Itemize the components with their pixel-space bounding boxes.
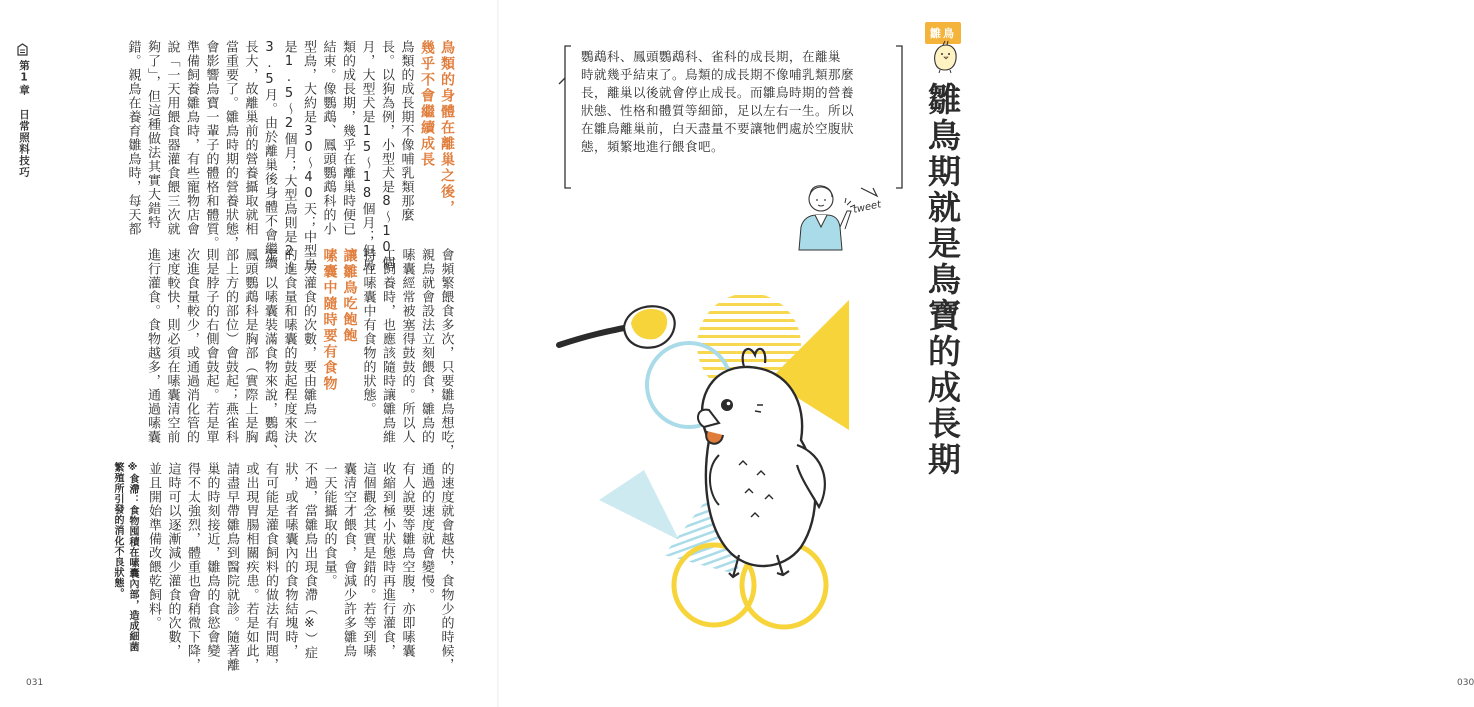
body-text-line: 工飼養時，也應該隨時讓雛鳥維 xyxy=(380,248,395,444)
body-text-line: 的進食量和嗉囊的鼓起程度來決 xyxy=(281,248,297,444)
body-text-line: 有人說要等雛鳥空腹，亦即嗉囊 xyxy=(399,462,415,658)
body-text-line: 進行灌食。食物越多，通過嗉囊 xyxy=(145,248,160,444)
body-text-line: 有可能是灌食飼料的做法有問題， xyxy=(263,462,278,672)
bubble-line: 鸚鵡科、鳳頭鸚鵡科、雀科的成長期，在離巢 xyxy=(581,49,842,64)
chapter-label: 第1章 日常照料技巧 xyxy=(18,60,30,178)
body-text-line: 準備飼養雛鳥時，有些寵物店會 xyxy=(184,40,199,236)
bubble-line: 時就幾乎結束了。鳥類的成長期不像哺乳類那麼 xyxy=(581,67,855,82)
body-text-line: 鳥類的成長期不像哺乳類那麼 xyxy=(398,40,414,222)
body-text-line: 嗉囊經常被塞得鼓鼓的。所以人 xyxy=(399,248,415,444)
page-title: 雛鳥期就是鳥寶的成長期 xyxy=(923,82,962,478)
body-text-line: 這時可以逐漸減少灌食的次數， xyxy=(165,462,181,658)
body-text-line: 當重要了。雛鳥時期的營養狀態， xyxy=(223,40,238,250)
body-text-line: 得不太強烈，體重也會稍微下降， xyxy=(185,462,200,672)
bubble-line: 態，頻繁地進行餵食吧。 xyxy=(581,139,725,154)
body-text-line: 說「一天用餵食器灌食餵三次就 xyxy=(164,40,180,236)
body-text-line: 狀，或者嗉囊內的食物結塊時， xyxy=(282,462,298,658)
body-text-line: 不過，當雛鳥出現食滯（※）症 xyxy=(302,462,317,660)
veterinarian-illustration xyxy=(795,175,885,250)
body-text-line: 結束。像鸚鵡、鳳頭鸚鵡科的小 xyxy=(320,40,336,236)
body-text-line: 持在嗉囊中有食物的狀態。 xyxy=(360,248,376,416)
body-text-line: 長。以狗為例，小型犬是8〜10個 xyxy=(379,40,394,270)
chick-icon xyxy=(927,40,963,78)
body-text-line: 會頻繁餵食多次，只要雛鳥想吃， xyxy=(438,248,454,458)
body-text-line: 3.5月。由於離巢後身體不會繼續 xyxy=(262,40,277,270)
body-text-line: 或出現胃腸相關疾患。若是如此， xyxy=(243,462,259,672)
body-text-line: 則是脖子的右側會鼓起。若是單 xyxy=(203,248,219,444)
body-text-line: 錯。親鳥在養育雛鳥時，每天都 xyxy=(125,40,141,236)
page-number-right: 030 xyxy=(1457,678,1474,688)
body-text-line: 請盡早帶雛鳥到醫院就診。隨著離 xyxy=(224,462,239,672)
body-text-line: 的速度就會越快，食物少的時候， xyxy=(438,462,454,672)
body-text-line: 通過的速度就會變慢。 xyxy=(419,462,434,602)
chapter-icon xyxy=(17,41,28,54)
body-text-line: 這個觀念其實是錯的。若等到嗉 xyxy=(360,462,376,658)
bubble-line: 長，離巢以後就會停止成長。而雛鳥時期的營養 xyxy=(581,85,855,100)
page-number-left: 031 xyxy=(26,678,44,688)
tweet-label: tweet xyxy=(852,199,883,216)
body-text-line: 類的成長期，幾乎在離巢時便已 xyxy=(340,40,355,236)
body-text-line: 長大，故離巢前的營養攝取就相 xyxy=(242,40,258,236)
body-text-line: 是1.5〜2個月；大型鳥則是2〜 xyxy=(281,40,297,274)
body-text-line: 型鳥，大約是30〜40天；中型鳥 xyxy=(301,40,316,272)
right-page xyxy=(499,0,1474,707)
footnote-line: 繁殖所引發的消化不良狀態。 xyxy=(112,462,123,599)
footnote-line: ※食滯：食物囤積在嗉囊內部，造成細菌 xyxy=(127,462,138,652)
body-text-line: 巢的時刻接近，雛鳥的食慾會變 xyxy=(204,462,220,658)
body-text-line: 鳳頭鸚鵡科是胸部（實際上是胸 xyxy=(242,248,258,444)
body-text-line: 一天灌食的次數，要由雛鳥一次 xyxy=(301,248,316,444)
body-text-line: 收縮到極小狀態時再進行灌食， xyxy=(380,462,395,658)
body-text-line: 速度較快，則必須在嗉囊清空前 xyxy=(164,248,180,444)
body-text-line: 部上方的部位）會鼓起；燕雀科 xyxy=(223,248,238,444)
speech-bubble xyxy=(581,48,886,156)
left-page xyxy=(0,0,499,707)
tag-chick: 雛鳥 xyxy=(925,22,961,44)
body-text-line: 並且開始準備改餵乾飼料。 xyxy=(146,462,161,630)
bubble-line: 在雛鳥離巢前，白天盡量不要讓牠們處於空腹狀 xyxy=(581,121,855,136)
body-text-line: 月，大型犬是15〜18個月；但鳥 xyxy=(359,40,375,272)
body-text-line: 定。以嗉囊裝滿食物來說，鸚鵡、 xyxy=(262,248,277,458)
subheading-line: 幾乎不會繼續成長 xyxy=(419,40,435,168)
body-text-line: 一天能攝取的食量。 xyxy=(321,462,337,588)
body-text-line: 囊清空才餵食，會減少許多雛鳥 xyxy=(341,462,356,658)
body-text-line: 親鳥就會設法立刻餵食，雛鳥的 xyxy=(419,248,434,444)
body-text-line: 夠了」，但這種做法其實大錯特 xyxy=(145,40,160,230)
subheading-line: 讓雛鳥吃飽飽 xyxy=(341,248,358,344)
body-text-line: 次進食量較少，或通過消化管的 xyxy=(184,248,199,444)
chick-feeding-illustration xyxy=(569,255,929,645)
bubble-line: 狀態、性格和體質等細節，足以左右一生。所以 xyxy=(581,103,855,118)
body-text-line: 會影響鳥寶一輩子的體格和體質。 xyxy=(203,40,219,250)
subheading-line: 嗉囊中隨時要有食物 xyxy=(321,248,338,392)
subheading-line: 鳥類的身體在離巢之後， xyxy=(439,40,455,216)
